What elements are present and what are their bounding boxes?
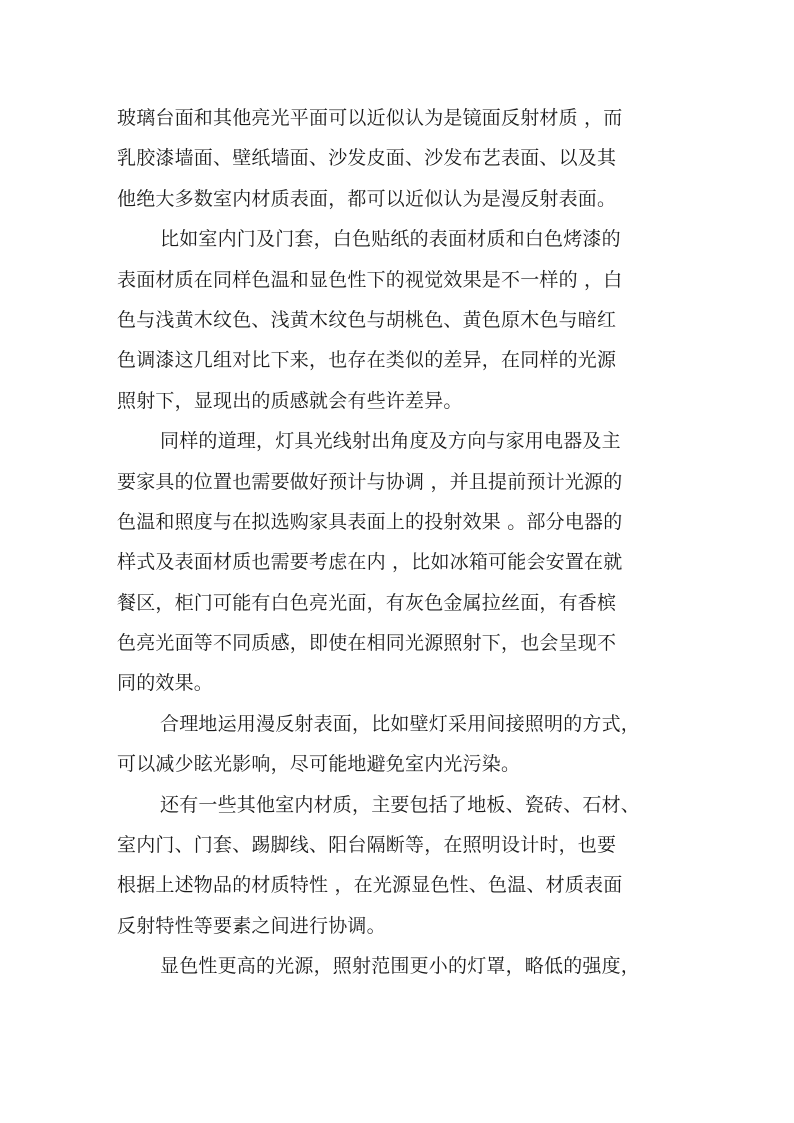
text-line: 还有一些其他室内材质，主要包括了地板、瓷砖、石材、 <box>160 793 641 816</box>
text-line: 餐区，柜门可能有白色亮光面，有灰色金属拉丝面，有香槟 <box>117 591 617 614</box>
text-line: 显色性更高的光源，照射范围更小的灯罩，略低的强度， <box>160 955 641 978</box>
text-line: 可以减少眩光影响，尽可能地避免室内光污染。 <box>117 753 521 776</box>
paragraph-fixture-angles <box>117 421 682 704</box>
text-line: 色温和照度与在拟选购家具表面上的投射效果 。部分电器的 <box>117 510 623 533</box>
text-line: 他绝大多数室内材质表面，都可以近似认为是漫反射表面。 <box>117 187 617 210</box>
text-line: 同样的道理，灯具光线射出角度及方向与家用电器及主 <box>160 430 621 453</box>
text-line: 色亮光面等不同质感，即使在相同光源照射下，也会呈现不 <box>117 632 617 655</box>
text-line: 样式及表面材质也需要考虑在内 ，比如冰箱可能会安置在就 <box>117 551 623 574</box>
text-line: 同的效果。 <box>117 672 214 695</box>
text-line: 合理地运用漫反射表面，比如壁灯采用间接照明的方式， <box>160 712 641 735</box>
text-line: 色调漆这几组对比下来，也存在类似的差异，在同样的光源 <box>117 349 617 372</box>
text-line: 室内门、门套、踢脚线、阳台隔断等，在照明设计时，也要 <box>117 834 617 857</box>
paragraph-color-rendering <box>117 946 682 986</box>
paragraph-indirect-lighting <box>117 704 682 785</box>
body-text <box>117 98 682 987</box>
text-line: 反射特性等要素之间进行协调。 <box>117 914 386 937</box>
text-line: 要家具的位置也需要做好预计与协调 ，并且提前预计光源的 <box>117 470 623 493</box>
text-line: 照射下，显现出的质感就会有些许差异。 <box>117 389 463 412</box>
text-line: 色与浅黄木纹色、浅黄木纹色与胡桃色、黄色原木色与暗红 <box>117 308 617 331</box>
text-line: 表面材质在同样色温和显色性下的视觉效果是不一样的 ，白 <box>117 268 623 291</box>
text-line: 玻璃台面和其他亮光平面可以近似认为是镜面反射材质 ，而 <box>117 107 623 129</box>
paragraph-door-materials <box>117 219 682 421</box>
text-line: 根据上述物品的材质特性 ，在光源显色性、色温、材质表面 <box>117 874 623 897</box>
text-line: 比如室内门及门套，白色贴纸的表面材质和白色烤漆的 <box>160 228 621 251</box>
paragraph-mirror-vs-diffuse <box>117 98 682 219</box>
paragraph-other-materials <box>117 785 682 947</box>
text-line: 乳胶漆墙面、壁纸墙面、沙发皮面、沙发布艺表面、以及其 <box>117 147 617 170</box>
